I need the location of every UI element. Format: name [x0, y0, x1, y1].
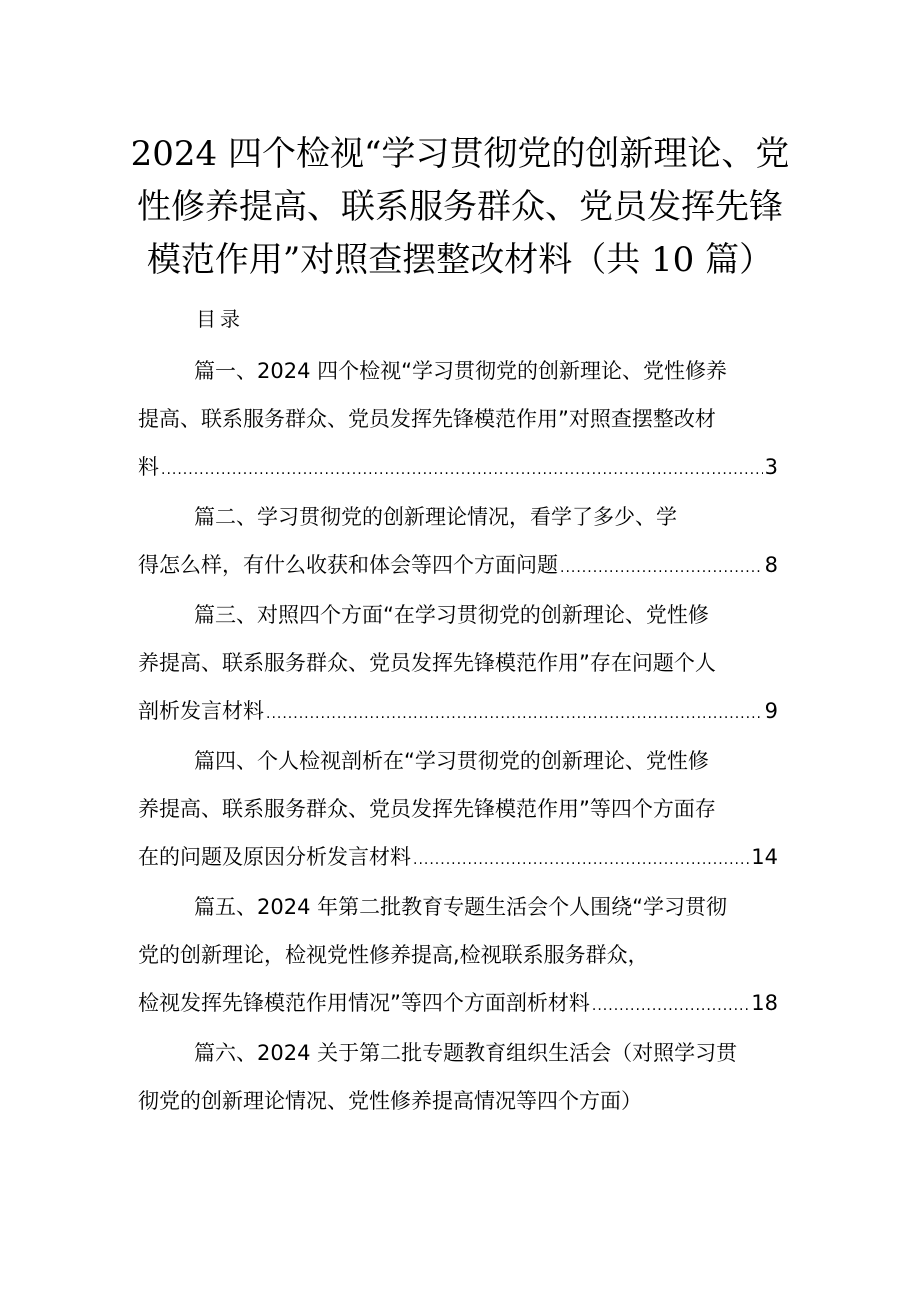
- toc-entry-text: 在的问题及原因分析发言材料: [138, 845, 411, 869]
- toc-entry-1[interactable]: [138, 347, 788, 491]
- toc-page-number: 9: [764, 699, 778, 723]
- toc-entry-text: 篇六、2024 关于第二批专题教育组织生活会（对照学习贯: [194, 1041, 738, 1065]
- toc-entry-3[interactable]: [138, 591, 788, 735]
- dot-leader: [413, 836, 749, 881]
- toc-entry-text: 养提高、联系服务群众、党员发挥先锋模范作用”等四个方面存: [138, 797, 716, 821]
- toc-entry-text: 得怎么样，有什么收获和体会等四个方面问题: [138, 553, 558, 577]
- title-line: 性修养提高、联系服务群众、党员发挥先锋: [137, 187, 783, 227]
- dot-leader: [266, 690, 763, 735]
- toc-entry-last-line: [138, 541, 778, 589]
- toc-entry-text: 剖析发言材料: [138, 699, 264, 723]
- toc-page-number: 18: [751, 991, 778, 1015]
- toc-entry-text: 提高、联系服务群众、党员发挥先锋模范作用”对照查摆整改材: [138, 407, 716, 431]
- toc-page-number: 3: [764, 455, 778, 479]
- toc-entry-text: 党的创新理论，检视党性修养提高,检视联系服务群众，: [138, 943, 649, 967]
- dot-leader: [560, 544, 763, 589]
- toc-entry-4[interactable]: [138, 737, 788, 881]
- toc-entry-text: 篇五、2024 年第二批教育专题生活会个人围绕“学习贯彻: [194, 895, 727, 919]
- toc-page-number: 14: [751, 845, 778, 869]
- toc-page-number: 8: [764, 553, 778, 577]
- toc-entry-last-line: [138, 979, 778, 1027]
- toc-entry-text: 篇二、学习贯彻党的创新理论情况，看学了多少、学: [194, 505, 677, 529]
- document-title: [120, 128, 800, 287]
- toc-entry-6[interactable]: [138, 1029, 788, 1125]
- toc-entry-text: 篇四、个人检视剖析在“学习贯彻党的创新理论、党性修: [194, 749, 709, 773]
- toc-entry-text: 篇一、2024 四个检视“学习贯彻党的创新理论、党性修养: [194, 359, 727, 383]
- toc-heading: 目录: [196, 307, 244, 331]
- toc-entry-text: 彻党的创新理论情况、党性修养提高情况等四个方面）: [138, 1089, 642, 1113]
- toc-entry-last-line: [138, 687, 778, 735]
- toc-entry-2[interactable]: [138, 493, 788, 589]
- toc-entry-text: 养提高、联系服务群众、党员发挥先锋模范作用”存在问题个人: [138, 651, 716, 675]
- dot-leader: [161, 446, 763, 491]
- toc-entry-text: 篇三、对照四个方面“在学习贯彻党的创新理论、党性修: [194, 603, 709, 627]
- toc-entry-5[interactable]: [138, 883, 788, 1027]
- toc-entry-last-line: [138, 443, 778, 491]
- toc-entry-text: 料: [138, 455, 159, 479]
- title-line: 模范作用”对照查摆整改材料（共 10 篇）: [146, 240, 774, 280]
- table-of-contents: [138, 347, 788, 1125]
- title-line: 2024 四个检视“学习贯彻党的创新理论、党: [130, 134, 790, 174]
- toc-entry-text: 检视发挥先锋模范作用情况”等四个方面剖析材料: [138, 991, 590, 1015]
- toc-entry-last-line: [138, 833, 778, 881]
- dot-leader: [592, 982, 749, 1027]
